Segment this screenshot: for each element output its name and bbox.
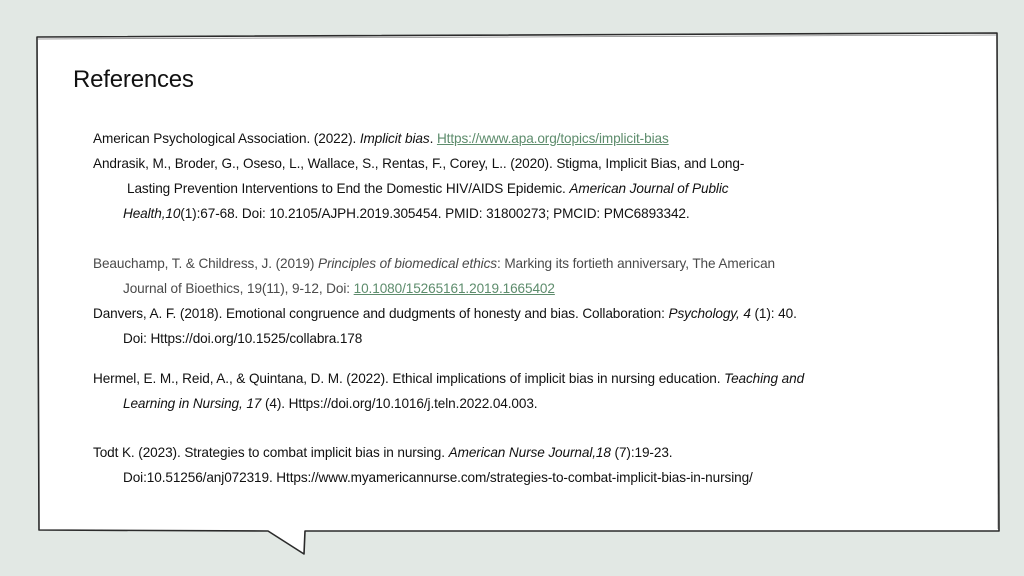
- ref-text: Danvers, A. F. (2018). Emotional congruence and dudgments of honesty and bias. Collaboration:: [93, 306, 669, 321]
- ref-italic: Principles of biomedical ethics: [317, 256, 497, 271]
- ref-text: (1):67-68. Doi: 10.2105/AJPH.2019.305454. PMID: 31800273; PMCID: PMC6893342.: [180, 206, 690, 221]
- ref-text: (7):19-23.: [610, 445, 673, 460]
- reference-andrasik: [93, 151, 933, 226]
- reference-todt: [93, 440, 933, 490]
- ref-line: Andrasik, M., Broder, G., Oseso, L., Wallace, S., Rentas, F., Corey, L.. (2020). Stigma, Implicit Bias, and Long-: [93, 156, 745, 171]
- reference-hermel: [93, 366, 933, 416]
- ref-text: (4). Https://doi.org/10.1016/j.teln.2022.04.003.: [261, 396, 538, 411]
- ref-text: Journal of Bioethics, 19(11), 9-12, Doi:: [123, 281, 354, 296]
- ref-line: Doi:10.51256/anj072319. Https://www.myamericannurse.com/strategies-to-combat-implicit-bias-in-nursing/: [123, 470, 753, 485]
- reference-list: [93, 126, 933, 490]
- ref-italic: Health,10: [123, 206, 181, 221]
- ref-text: Beauchamp, T. & Childress, J. (2019): [93, 256, 318, 271]
- ref-italic: Learning in Nursing, 17: [123, 396, 262, 411]
- ref-italic: Psychology, 4: [668, 306, 751, 321]
- reference-apa: [93, 126, 933, 151]
- ref-italic: Implicit bias: [359, 131, 430, 146]
- ref-text: (1): 40.: [750, 306, 797, 321]
- beauchamp-doi-link[interactable]: 10.1080/15265161.2019.1665402: [353, 281, 555, 296]
- ref-italic: American Journal of Public: [569, 181, 729, 196]
- ref-italic: American Nurse Journal,18: [448, 445, 611, 460]
- ref-text: .: [429, 131, 437, 146]
- ref-text: Hermel, E. M., Reid, A., & Quintana, D. M. (2022). Ethical implications of implicit bias in nursing education.: [93, 371, 725, 386]
- reference-danvers: [93, 301, 933, 351]
- ref-text: : Marking its fortieth anniversary, The American: [496, 256, 775, 271]
- reference-beauchamp: [93, 251, 933, 301]
- ref-italic: Teaching and: [724, 371, 805, 386]
- apa-link[interactable]: Https://www.apa.org/topics/implicit-bias: [436, 131, 669, 146]
- ref-text: Todt K. (2023). Strategies to combat implicit bias in nursing.: [93, 445, 449, 460]
- ref-text: American Psychological Association. (2022).: [93, 131, 360, 146]
- ref-text: Lasting Prevention Interventions to End the Domestic HIV/AIDS Epidemic.: [127, 181, 570, 196]
- page-title: References: [73, 66, 194, 93]
- ref-line: Doi: Https://doi.org/10.1525/collabra.178: [123, 331, 363, 346]
